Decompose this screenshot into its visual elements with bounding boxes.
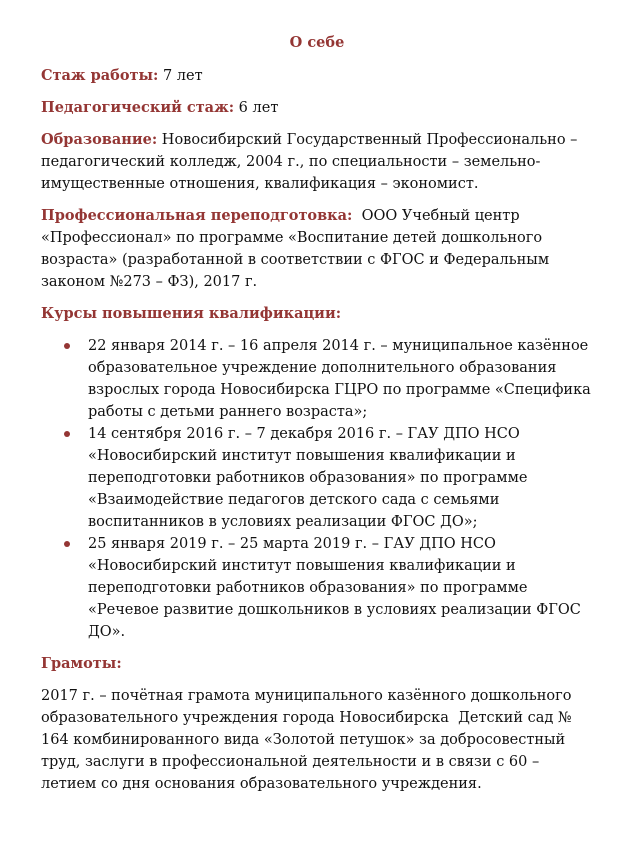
retraining-label: Профессиональная переподготовка: — [41, 207, 353, 224]
retraining-paragraph — [41, 205, 593, 293]
list-item — [88, 423, 593, 533]
experience-paragraph — [41, 65, 593, 87]
bullet-icon — [64, 431, 70, 437]
list-item — [88, 533, 593, 643]
retraining-value: ООО Учебный центр «Профессионал» по программе «Воспитание детей дошкольного возраста» (разработанной в соответствии с ФГОС и Федеральным законом №273 – ФЗ), 2017 г. — [41, 208, 554, 290]
awards-heading: Грамоты: — [41, 655, 122, 672]
courses-heading: Курсы повышения квалификации: — [41, 305, 342, 322]
teaching-experience-value: 6 лет — [234, 100, 279, 116]
experience-label: Стаж работы: — [41, 67, 159, 84]
bullet-icon — [64, 343, 70, 349]
page-title: О себе — [289, 34, 345, 51]
courses-list — [41, 335, 593, 643]
awards-paragraph: 2017 г. – почётная грамота муниципального казённого дошкольного образовательного учреждения города Новосибирска Детский сад № 164 комбинированного вида «Золотой петушок» за добросовестный труд, заслуги в профессиональной деятельности и в связи с 60 – летием со дня основания образовательного учреждения. — [41, 688, 577, 792]
education-paragraph — [41, 129, 593, 195]
education-value: Новосибирский Государственный Профессионально – педагогический колледж, 2004 г., по специальности – земельно-имущественные отношения, квалификация – экономист. — [41, 132, 578, 192]
bullet-icon — [64, 541, 70, 547]
course-text: 14 сентября 2016 г. – 7 декабря 2016 г. – ГАУ ДПО НСО «Новосибирский институт повышения квалификации и переподготовки работников образования» по программе «Взаимодействие педагогов детского сада с семьями воспитанников в условиях реализации ФГОС ДО»; — [88, 426, 528, 530]
education-label: Образование: — [41, 131, 158, 148]
list-item — [88, 335, 593, 423]
course-text: 22 января 2014 г. – 16 апреля 2014 г. – муниципальное казённое образовательное учреждение дополнительного образования взрослых города Новосибирска ГЦРО по программе «Специфика работы с детьми раннего возраста»; — [88, 338, 591, 420]
teaching-experience-label: Педагогический стаж: — [41, 99, 235, 116]
course-text: 25 января 2019 г. – 25 марта 2019 г. – ГАУ ДПО НСО «Новосибирский институт повышения квалификации и переподготовки работников образования» по программе «Речевое развитие дошкольников в условиях реализации ФГОС ДО». — [88, 536, 581, 640]
experience-value: 7 лет — [158, 68, 203, 84]
teaching-experience-paragraph — [41, 97, 593, 119]
